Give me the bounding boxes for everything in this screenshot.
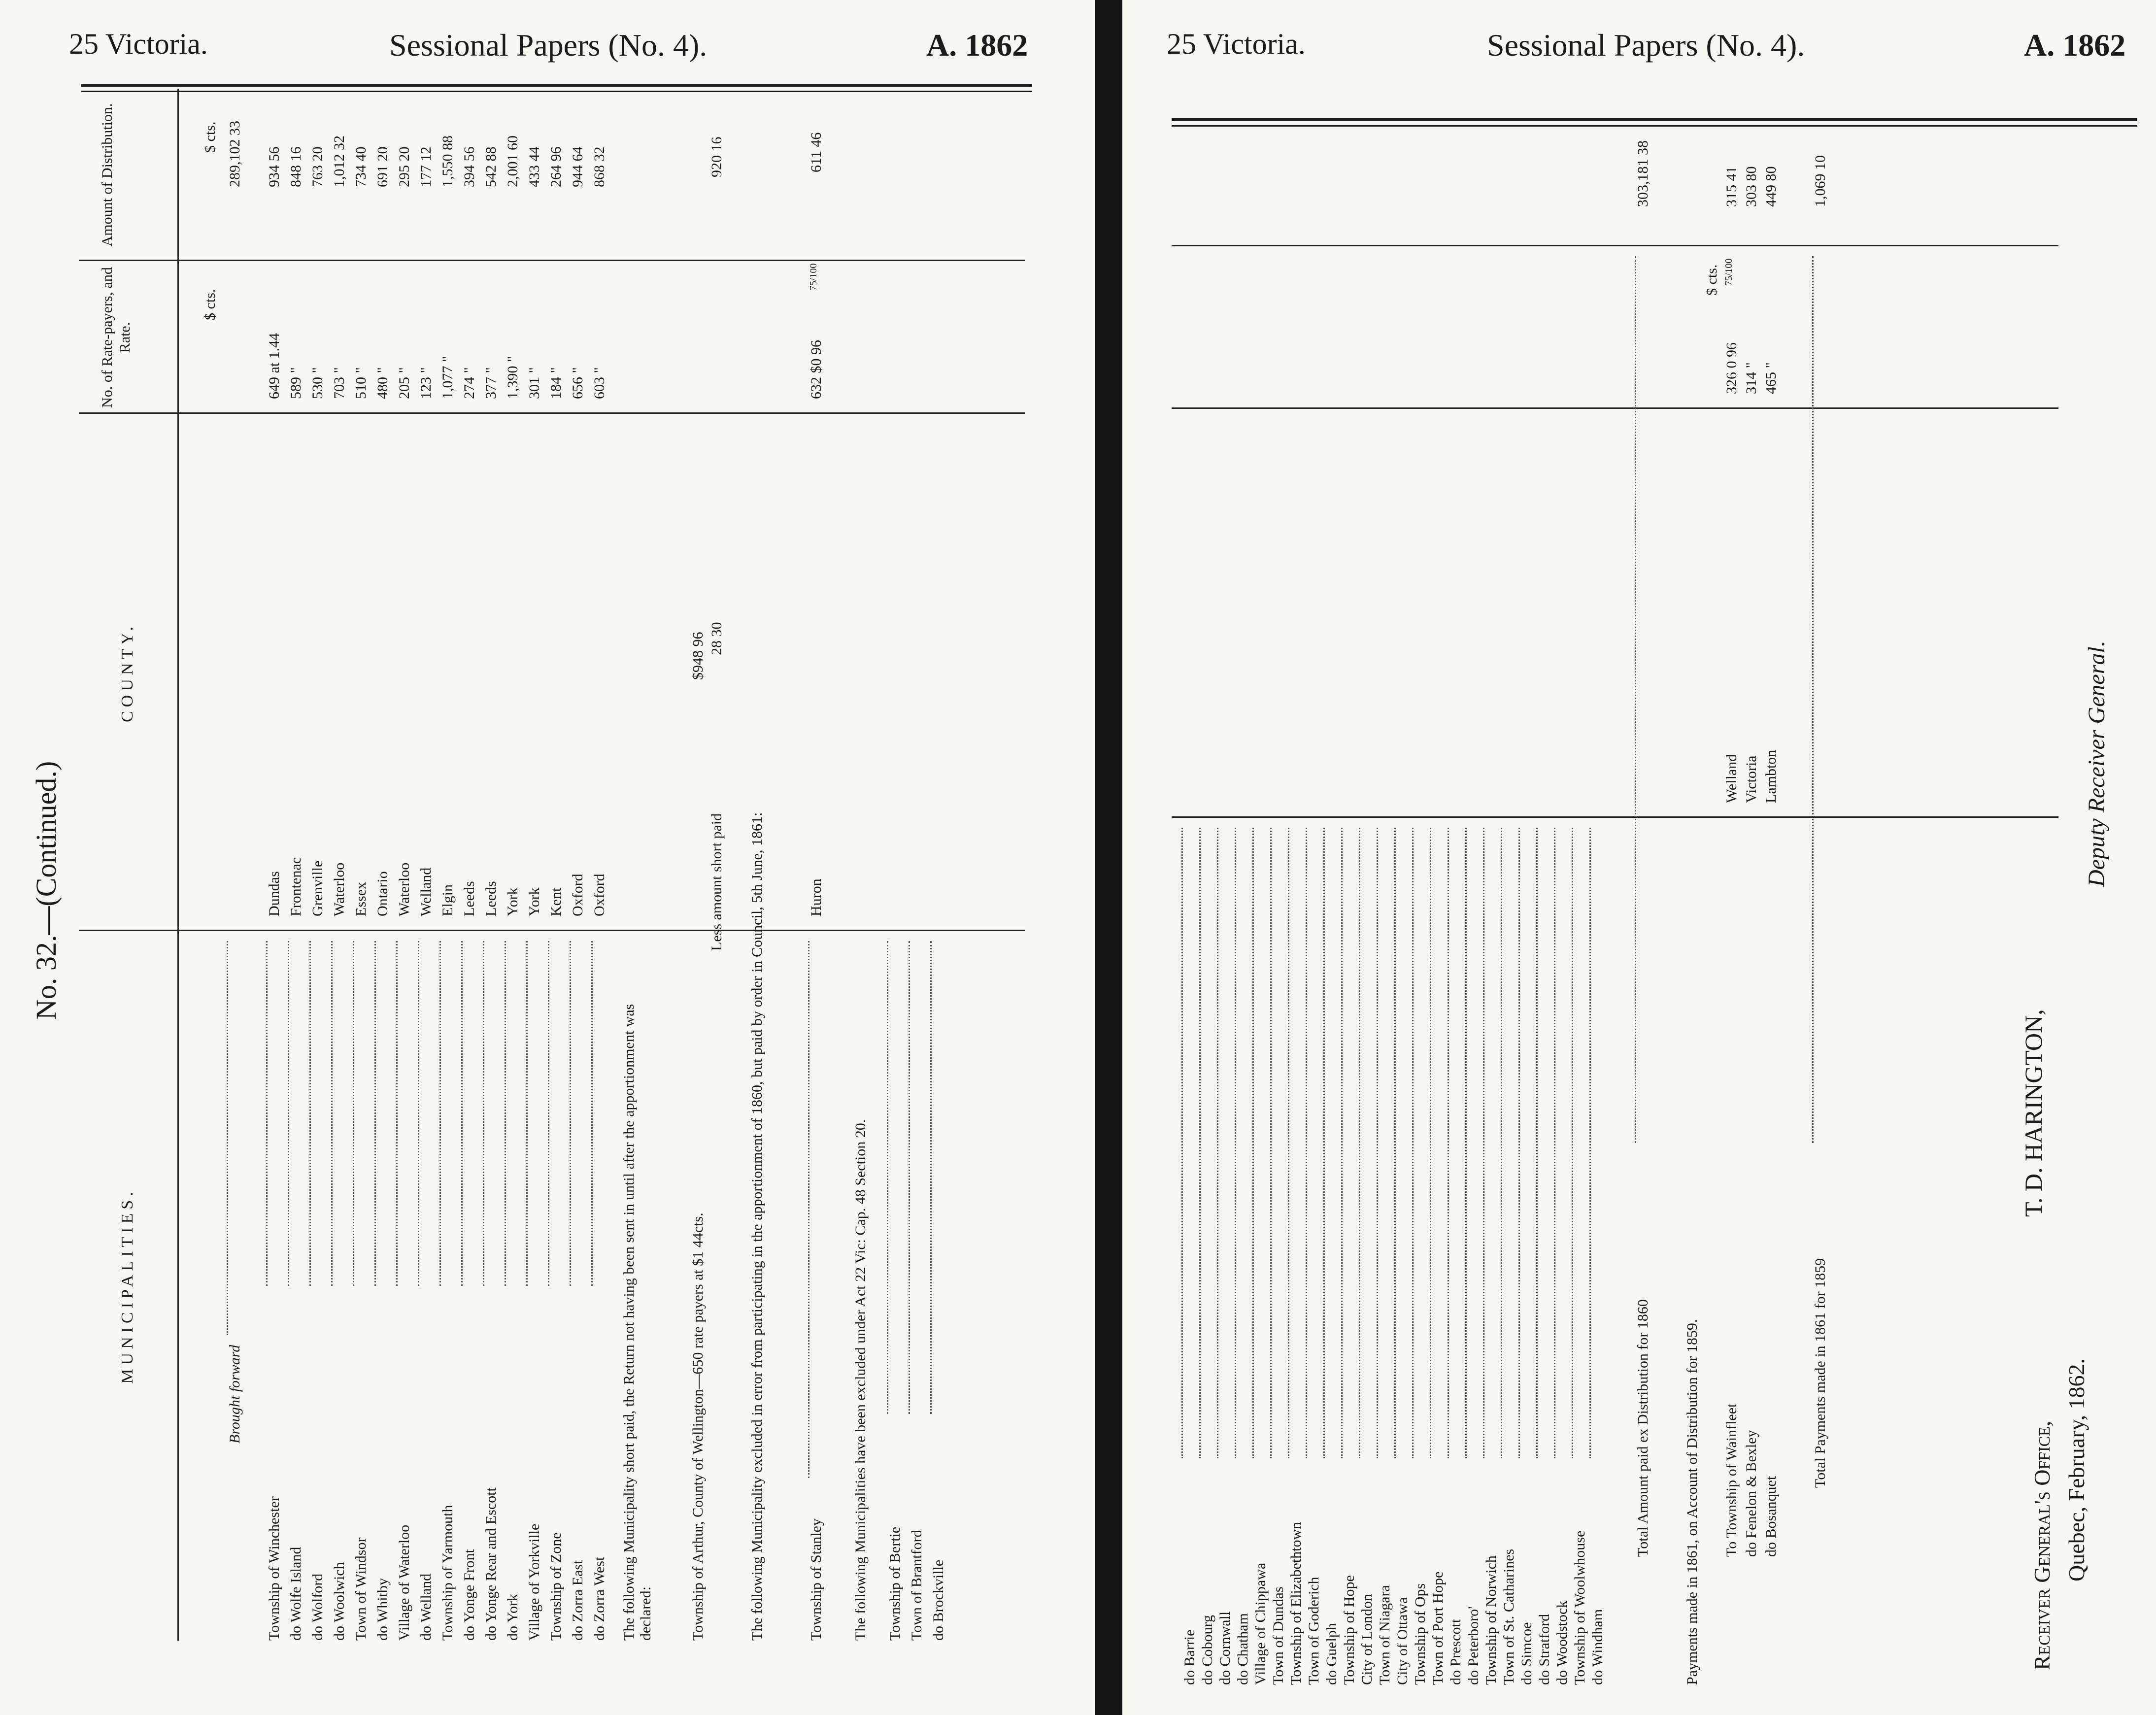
excluded-municipality-name: Town of Goderich <box>1306 1577 1322 1685</box>
municipality-name: Village of Waterloo <box>396 1524 412 1641</box>
rate-payers: 377 " <box>483 367 499 399</box>
excluded-municipality <box>1288 818 1307 1685</box>
rate-payers: 480 " <box>374 367 391 399</box>
leader-dots <box>1323 828 1325 1458</box>
rate-unit: $ cts. <box>1704 264 1720 296</box>
table-row <box>396 89 415 1641</box>
excluded-municipality <box>1323 818 1342 1685</box>
rate-unit: $ cts. <box>202 289 218 320</box>
rate-payers: 301 " <box>526 367 542 399</box>
excluded-municipality <box>930 902 949 1641</box>
table-row <box>548 89 567 1641</box>
distribution-amount: 734 40 <box>353 146 369 187</box>
leader-dots <box>374 941 376 1286</box>
table-row <box>526 89 545 1641</box>
col-municipalities: MUNICIPALITIES. <box>118 1188 136 1384</box>
distribution-amount: 763 20 <box>309 146 326 187</box>
excluded-municipality-name: Township of Norwich <box>1483 1555 1499 1685</box>
table-row <box>353 89 371 1641</box>
excluded-municipality <box>1448 818 1466 1685</box>
municipality-name: do Zorra West <box>591 1556 607 1641</box>
leader-dots <box>461 941 463 1286</box>
rate-payers: 123 " <box>418 367 434 399</box>
table-row <box>288 89 306 1641</box>
excluded-municipality <box>1377 818 1395 1685</box>
header-bottom-rule <box>177 89 179 1641</box>
payment-county: Welland <box>1723 754 1740 803</box>
leader-dots <box>1430 828 1431 1458</box>
leader-dots <box>439 941 441 1286</box>
col-county: COUNTY. <box>118 623 136 722</box>
payment-municipality: To Township of Wainfleet <box>1723 1403 1740 1557</box>
payment-municipality: do Bosanquet <box>1763 1476 1779 1557</box>
rate-payers: 530 " <box>309 367 326 399</box>
excluded-municipality-name: do Brockville <box>930 1559 946 1641</box>
excluded-municipality <box>1554 818 1573 1685</box>
leader-dots <box>1448 828 1449 1458</box>
arthur-row <box>690 89 708 1641</box>
excluded-municipality <box>887 902 906 1641</box>
table-row <box>505 89 523 1641</box>
arthur-less-label: Less amount short paid <box>708 813 725 951</box>
distribution-amount: 177 12 <box>418 146 434 187</box>
leader-dots <box>288 941 289 1286</box>
leader-dots <box>1270 828 1272 1458</box>
arthur-less: 28 30 <box>708 622 725 655</box>
leader-dots <box>1589 828 1591 1458</box>
divider-county-rate <box>1172 407 2058 409</box>
leader-dots <box>396 941 398 1286</box>
rate-payers: 649 at 1.44 <box>266 333 282 399</box>
municipality-name: do Wolfe Island <box>288 1547 304 1641</box>
payment-county: Lambton <box>1763 749 1779 803</box>
leader-dots <box>591 941 593 1286</box>
municipality-name: Village of Yorkville <box>526 1523 542 1641</box>
excluded-municipality <box>1572 818 1590 1685</box>
excluded-municipality <box>1217 818 1236 1685</box>
signatory: T. D. HARINGTON, <box>2020 1009 2047 1217</box>
rate-payers: 1,077 " <box>439 356 456 399</box>
leader-dots <box>1572 828 1573 1458</box>
table-continued-title: No. 32.—(Continued.) <box>30 761 62 1020</box>
payment-amount: 315 41 <box>1723 166 1740 207</box>
municipality-name: do Yonge Front <box>461 1549 477 1641</box>
excluded-municipality <box>1518 818 1537 1685</box>
rate-payers: 603 " <box>591 367 607 399</box>
rate-payers: 1,390 " <box>505 356 521 399</box>
stanley-amount: 611 46 <box>808 132 824 172</box>
distribution-amount: 934 56 <box>266 146 282 187</box>
county-name: Ontario <box>374 871 391 916</box>
running-head-year: A. 1862 <box>2024 28 2126 63</box>
total-1860-amount: 303,181 38 <box>1635 140 1651 207</box>
leader-dots <box>1635 256 1636 1143</box>
distribution-amount: 2,001 60 <box>505 135 521 187</box>
county-name: Waterloo <box>396 862 412 916</box>
payment-county: Victoria <box>1743 755 1759 803</box>
excluded-municipality-name: do Windham <box>1589 1609 1606 1685</box>
excluded-municipality-name: Town of St. Catharines <box>1501 1548 1517 1685</box>
payment-amount: 449 80 <box>1763 166 1779 207</box>
municipality-name: Township of Zone <box>548 1532 564 1641</box>
excluded-municipality-name: do Simcoe <box>1518 1622 1535 1685</box>
county-name: Welland <box>418 867 434 916</box>
distribution-amount: 1,550 88 <box>439 135 456 187</box>
county-name: Oxford <box>570 874 586 916</box>
arthur-less-row <box>708 89 727 1641</box>
distribution-amount: 295 20 <box>396 146 412 187</box>
leader-dots <box>309 941 311 1286</box>
table-row <box>483 89 502 1641</box>
right-page <box>1122 0 2156 1715</box>
header-rule <box>1172 118 2137 121</box>
leader-dots <box>909 941 910 1414</box>
leader-dots <box>570 941 571 1286</box>
county-name: Frontenac <box>288 857 304 916</box>
leader-dots <box>1501 828 1502 1458</box>
distribution-amount: 848 16 <box>288 146 304 187</box>
table-row <box>418 89 437 1641</box>
table-row <box>461 89 480 1641</box>
total-1860-row <box>1635 133 1653 1685</box>
units-row <box>202 89 221 1641</box>
rate-payers: 589 " <box>288 367 304 399</box>
payments-units-row <box>1704 133 1722 1685</box>
table-row <box>309 89 328 1641</box>
distribution-amount: 944 64 <box>570 146 586 187</box>
table-row <box>591 89 610 1641</box>
excluded-act-note: The following Municipalities have been excluded under Act 22 Vic: Cap. 48 Section 20. <box>852 1119 869 1641</box>
leader-dots <box>1536 828 1538 1458</box>
excluded-municipality-name: do Barrie <box>1181 1629 1198 1685</box>
leader-dots <box>483 941 484 1286</box>
excluded-municipality <box>1430 818 1449 1685</box>
running-head-papers: Sessional Papers (No. 4). <box>1487 28 1805 63</box>
excluded-municipality <box>1341 818 1360 1685</box>
distribution-amount: 264 96 <box>548 146 564 187</box>
running-head-year: A. 1862 <box>926 28 1028 63</box>
leader-dots <box>1412 828 1414 1458</box>
distribution-amount: 433 44 <box>526 146 542 187</box>
payment-row <box>1743 133 1762 1685</box>
signatory-title: Deputy Receiver General. <box>2084 640 2110 887</box>
municipality-name: Township of Yarmouth <box>439 1505 456 1641</box>
continuation-table <box>1172 133 2058 1685</box>
excluded-municipality <box>1199 818 1218 1685</box>
running-head-papers: Sessional Papers (No. 4). <box>389 28 707 63</box>
table-row <box>439 89 458 1641</box>
leader-dots <box>1377 828 1378 1458</box>
leader-dots <box>1483 828 1484 1458</box>
excluded-municipality-name: Town of Dundas <box>1270 1586 1286 1685</box>
leader-dots <box>1359 828 1360 1458</box>
total-1860-label: Total Amount paid ex Distribution for 1860 <box>1635 1299 1651 1557</box>
payment-municipality: do Fenelon & Bexley <box>1743 1430 1759 1557</box>
excluded-municipality-name: Town of Port Hope <box>1430 1571 1446 1685</box>
excluded-municipality <box>1252 818 1271 1685</box>
leader-dots <box>1812 256 1814 1143</box>
brought-forward-row <box>227 89 245 1641</box>
receiver-general-office: Receiver General's Office, <box>2029 1420 2055 1670</box>
book-gutter <box>1095 0 1122 1715</box>
leader-dots <box>1288 828 1289 1458</box>
excluded-municipality-name: do Cornwall <box>1217 1611 1233 1685</box>
distribution-amount: 394 56 <box>461 146 477 187</box>
payment-row <box>1723 133 1742 1685</box>
rate-payers: 656 " <box>570 367 586 399</box>
county-name: Elgin <box>439 884 456 916</box>
excluded-municipality-name: do Woodstock <box>1554 1600 1570 1685</box>
excluded-municipality <box>1181 818 1200 1685</box>
col-rate: No. of Rate-payers, and Rate. <box>99 267 133 408</box>
excluded-municipality-name: do Peterboro' <box>1465 1606 1482 1685</box>
table-row <box>570 89 588 1641</box>
leader-dots <box>1181 828 1183 1458</box>
excluded-municipality-name: do Prescott <box>1448 1618 1464 1685</box>
arthur-gross: $948 96 <box>690 632 706 680</box>
payments-1859-label: Payments made in 1861, on Account of Distribution for 1859. <box>1684 1319 1700 1685</box>
col-amount: Amount of Distribution. <box>99 103 115 247</box>
leader-dots <box>331 941 333 1286</box>
rate-payers: 510 " <box>353 367 369 399</box>
leader-dots <box>1518 828 1520 1458</box>
excluded-municipality-name: City of London <box>1359 1594 1375 1685</box>
header-rule <box>81 84 1032 87</box>
stanley-name: Township of Stanley <box>808 1518 824 1641</box>
leader-dots <box>930 941 932 1414</box>
excluded-municipality <box>1359 818 1378 1685</box>
excluded-municipality <box>1306 818 1324 1685</box>
county-name: York <box>526 887 542 916</box>
leader-dots <box>526 941 528 1286</box>
header-rule-thin <box>1172 125 2137 127</box>
payment-rate: 326 0 96 <box>1723 342 1740 394</box>
distribution-amount: 868 32 <box>591 146 607 187</box>
leader-dots <box>808 941 809 1478</box>
excluded-municipality-name: Village of Chippawa <box>1252 1562 1269 1685</box>
excluded-municipality-name: City of Ottawa <box>1394 1597 1411 1685</box>
table-row <box>374 89 393 1641</box>
leader-dots <box>227 941 228 1335</box>
county-name: Essex <box>353 882 369 916</box>
excluded-error-note: The following Municipality excluded in error from participating in the apportionment of 1860, but paid by order in Council, 5th June, 1861: <box>749 812 765 1641</box>
excluded-municipality-name: Township of Bertie <box>887 1526 903 1641</box>
distribution-amount: 691 20 <box>374 146 391 187</box>
excluded-municipality <box>1536 818 1555 1685</box>
county-name: Waterloo <box>331 862 347 916</box>
leader-dots <box>1217 828 1218 1458</box>
municipality-name: do Whitby <box>374 1578 391 1641</box>
leader-dots <box>887 941 888 1414</box>
excluded-municipality-name: Township of Elizabethtown <box>1288 1521 1304 1685</box>
distribution-amount: 1,012 32 <box>331 135 347 187</box>
county-name: Kent <box>548 887 564 916</box>
stanley-rate-fraction: 75/100 <box>808 263 819 291</box>
municipality-name: do Yonge Rear and Escott <box>483 1487 499 1641</box>
arthur-amount: 920 16 <box>708 136 725 177</box>
leader-dots <box>1465 828 1467 1458</box>
excluded-municipality-name: Town of Brantford <box>909 1530 925 1641</box>
excluded-municipality-name: Town of Niagara <box>1377 1585 1393 1685</box>
stanley-county: Huron <box>808 878 824 916</box>
municipality-name: do Wolford <box>309 1573 326 1641</box>
divider-rate-amount <box>1172 245 2058 246</box>
county-name: Leeds <box>461 881 477 916</box>
leader-dots <box>1394 828 1396 1458</box>
excluded-municipality-name: Township of Hope <box>1341 1575 1357 1685</box>
running-head-victoria: 25 Victoria. <box>1167 28 1306 60</box>
payment-row <box>1763 133 1782 1685</box>
leader-dots <box>1341 828 1343 1458</box>
running-head-victoria: 25 Victoria. <box>69 28 208 60</box>
leader-dots <box>1199 828 1201 1458</box>
excluded-municipality-name: do Chatham <box>1235 1613 1251 1685</box>
total-1859-row <box>1812 133 1831 1685</box>
stanley-row <box>808 89 827 1641</box>
table-row <box>331 89 350 1641</box>
leader-dots <box>505 941 506 1286</box>
amount-unit: $ cts. <box>202 121 218 153</box>
excluded-municipality <box>1465 818 1484 1685</box>
table-row <box>266 89 285 1641</box>
distribution-amount: 542 88 <box>483 146 499 187</box>
excluded-municipality <box>1589 818 1608 1685</box>
rate-payers: 703 " <box>331 367 347 399</box>
excluded-municipality-name: do Stratford <box>1536 1614 1552 1685</box>
short-paid-note: The following Municipality short paid, the Return not having been sent in until after the apportionment was declared: <box>621 1004 654 1641</box>
municipality-name: do York <box>505 1593 521 1641</box>
leader-dots <box>1235 828 1236 1458</box>
excluded-municipality-name: Township of Ops <box>1412 1583 1428 1685</box>
county-name: Dundas <box>266 871 282 916</box>
brought-forward-amount: 289,102 33 <box>227 121 243 187</box>
county-name: Grenville <box>309 860 326 916</box>
total-1859-amount: 1,069 10 <box>1812 155 1828 207</box>
excluded-municipality <box>1394 818 1413 1685</box>
leader-dots <box>418 941 419 1286</box>
place-date: Quebec, February, 1862. <box>2064 1358 2089 1581</box>
county-name: Leeds <box>483 881 499 916</box>
brought-forward-label: Brought forward <box>227 1345 243 1444</box>
municipalities-table <box>79 89 1025 1641</box>
excluded-municipality <box>1270 818 1289 1685</box>
leader-dots <box>1252 828 1254 1458</box>
municipality-name: Town of Windsor <box>353 1537 369 1641</box>
municipality-name: do Welland <box>418 1573 434 1641</box>
municipality-name: do Zorra East <box>570 1560 586 1641</box>
payment-amount: 303 80 <box>1743 166 1759 207</box>
leader-dots <box>266 941 268 1286</box>
leader-dots <box>353 941 354 1286</box>
municipality-name: do Woolwich <box>331 1562 347 1641</box>
excluded-municipality-name: Township of Woolwhouse <box>1572 1530 1588 1685</box>
county-name: York <box>505 887 521 916</box>
total-1859-label: Total Payments made in 1861 for 1859 <box>1812 1258 1828 1488</box>
municipality-name: Township of Winchester <box>266 1496 282 1641</box>
leader-dots <box>1306 828 1307 1458</box>
excluded-municipality <box>1235 818 1253 1685</box>
leader-dots <box>1554 828 1555 1458</box>
excluded-municipality <box>1501 818 1519 1685</box>
excluded-municipality <box>909 902 927 1641</box>
rate-payers: 205 " <box>396 367 412 399</box>
excluded-municipality-name: do Cobourg <box>1199 1615 1215 1685</box>
excluded-municipality <box>1483 818 1502 1685</box>
excluded-municipality-name: do Guelph <box>1323 1623 1340 1685</box>
county-name: Oxford <box>591 874 607 916</box>
payment-rate: 314 " <box>1743 362 1759 394</box>
rate-payers: 184 " <box>548 367 564 399</box>
payment-rate: 465 " <box>1763 362 1779 394</box>
rate-payers: 274 " <box>461 367 477 399</box>
stanley-rate: 632 $0 96 <box>808 340 824 399</box>
payment-rate-fraction: 75/100 <box>1723 258 1734 286</box>
leader-dots <box>548 941 549 1286</box>
arthur-text: Township of Arthur, County of Wellington—650 rate payers at $1 44cts. <box>690 1212 706 1641</box>
excluded-municipality <box>1412 818 1431 1685</box>
